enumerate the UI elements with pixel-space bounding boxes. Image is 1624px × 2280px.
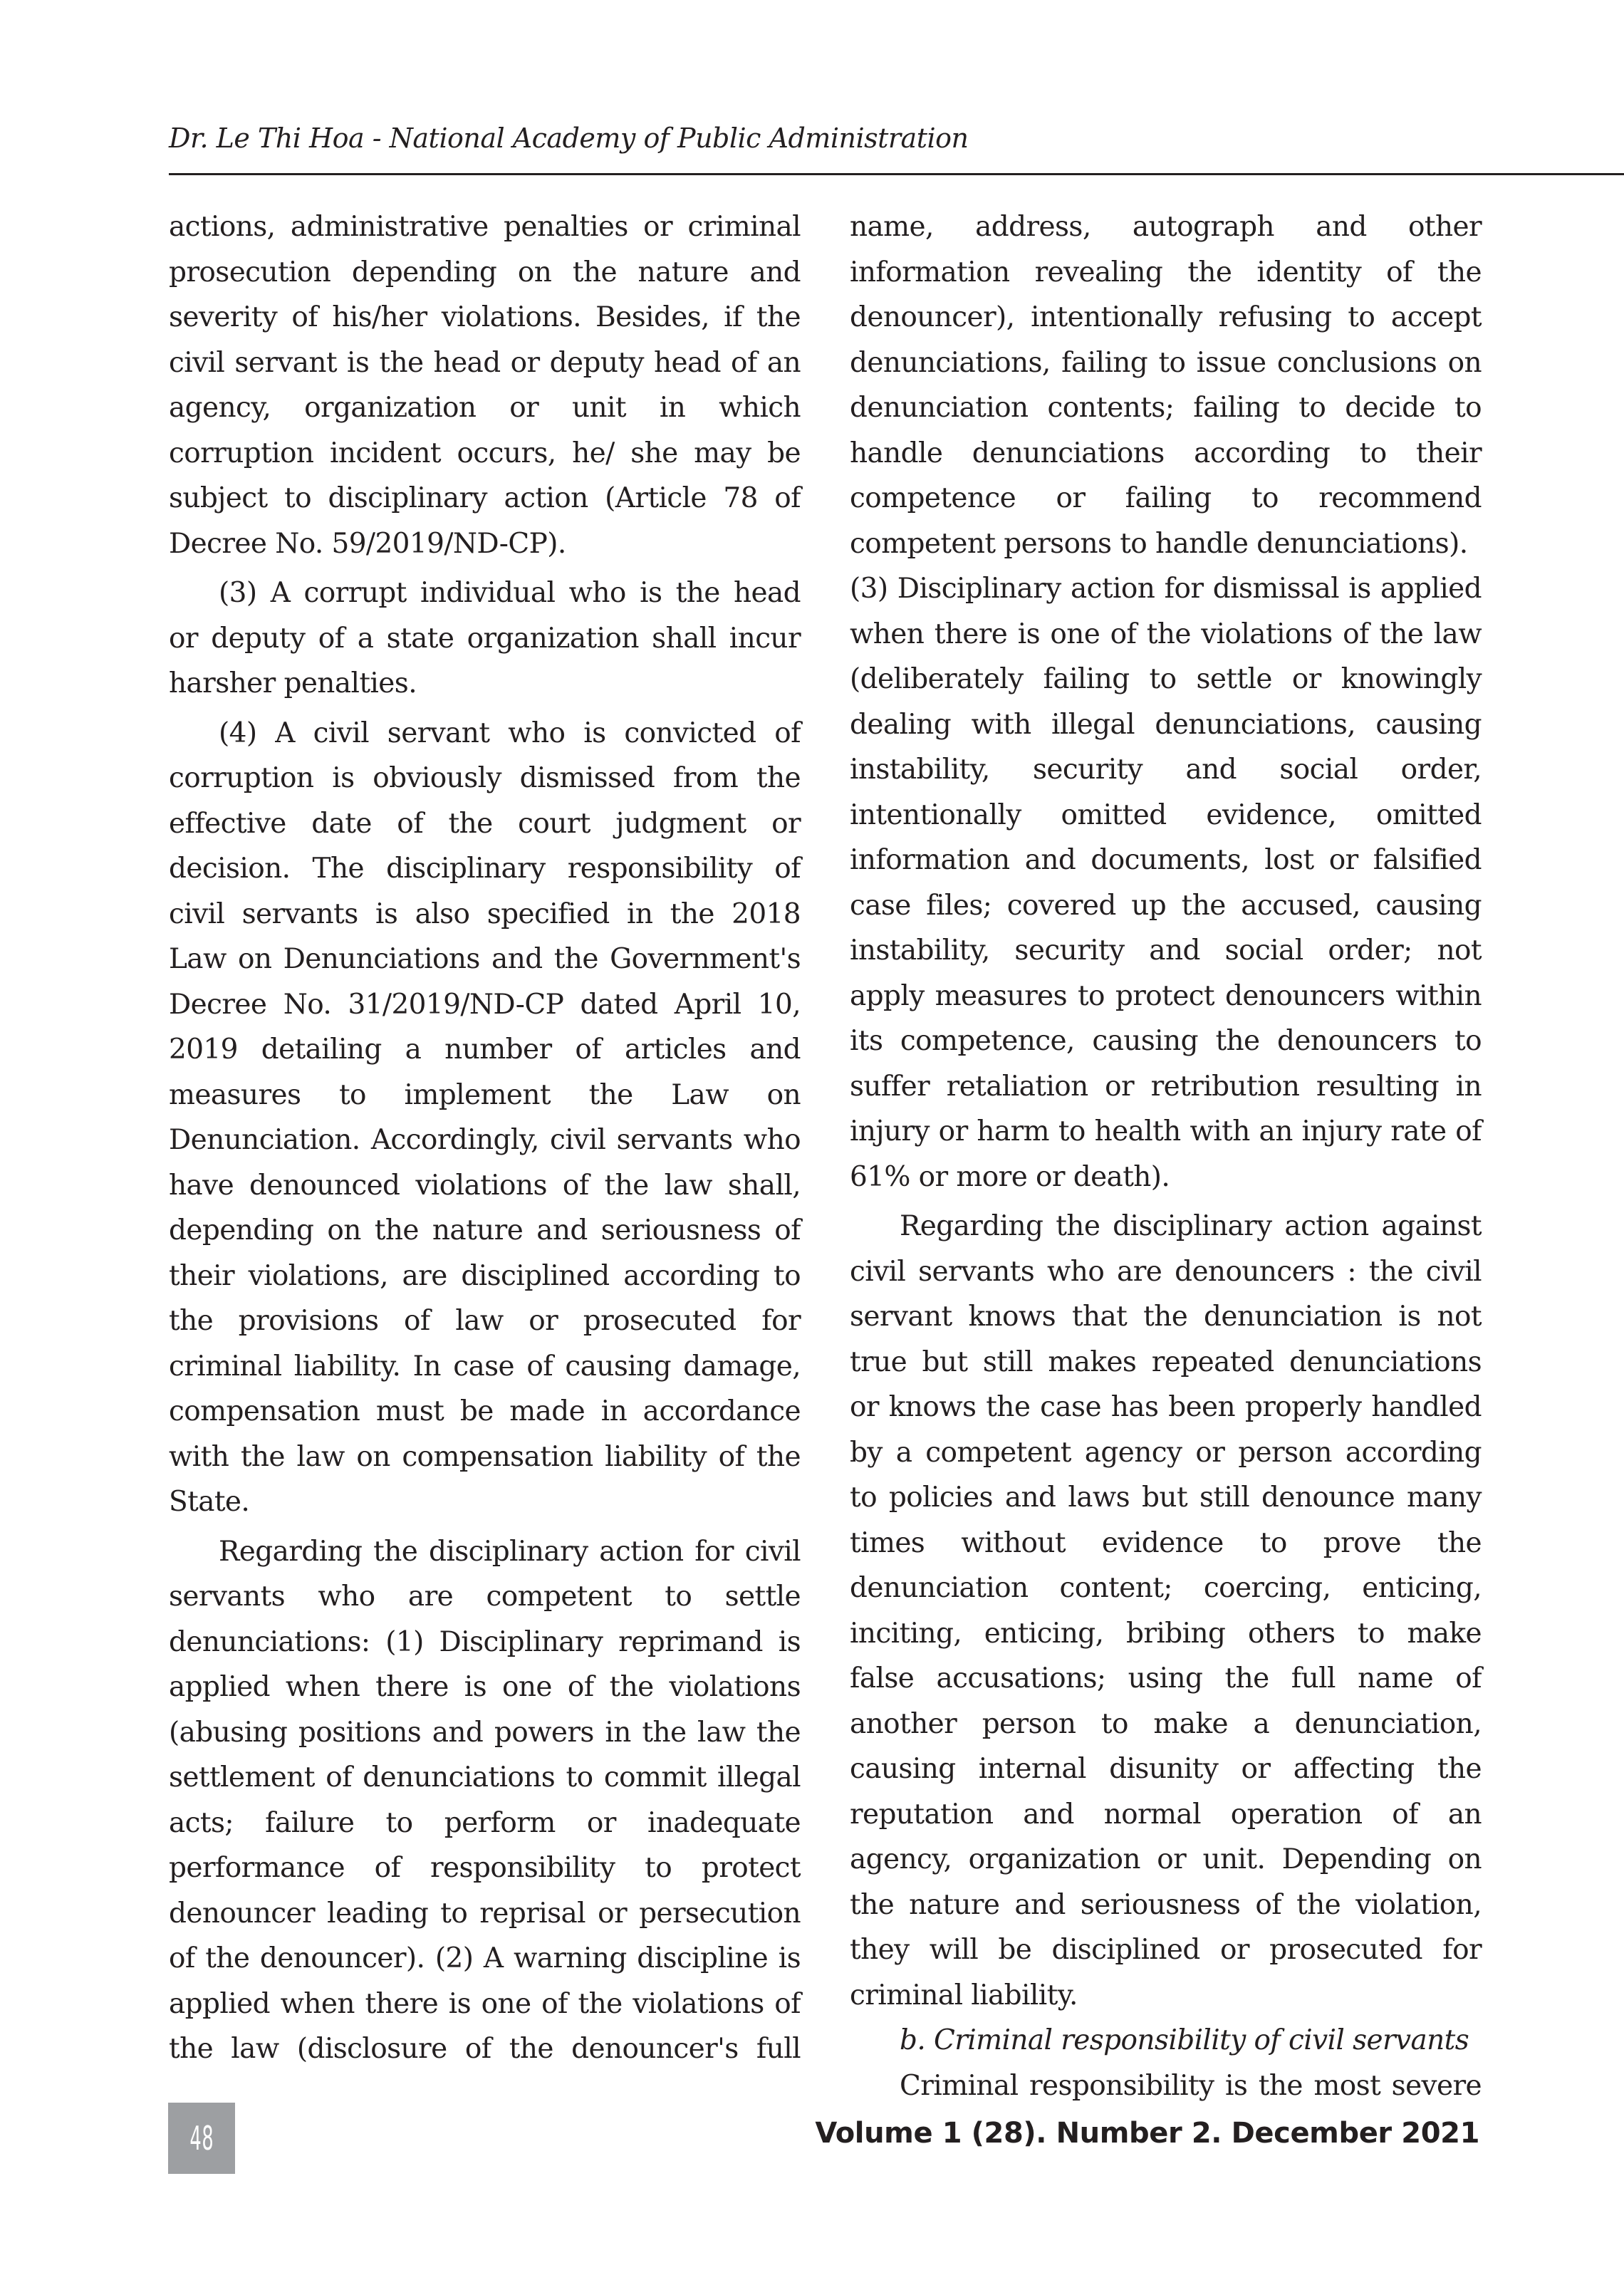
running-head: Dr. Le Thi Hoa - National Academy of Public Administration bbox=[169, 123, 969, 154]
section-heading: b. Criminal responsibility of civil servants bbox=[900, 2024, 1469, 2056]
paragraph: Criminal responsibility is the most severe bbox=[900, 2069, 1482, 2102]
paragraph: (3) Disciplinary action for dismissal is applied when there is one of the violations of the law (deliberately failing to settle or knowingly dealing with illegal denunciations, causing instability, security and social order, intentionally omitted evidence, omitted information and documents, lost or falsified case files; covered up the accused, causing instability, security and social order; not apply measures to protect denouncers within its competence, causing the denouncers to suffer retaliation or retribution resulting in injury or harm to health with an injury rate of 61% or more or death). bbox=[850, 573, 1482, 1193]
page-number-badge bbox=[168, 2103, 235, 2174]
paragraph: name, address, autograph and other information revealing the identity of the denouncer), intentionally refusing to accept denunciations, failing to issue conclusions on denunciation contents; failing to decide to handle denunciations according to their competence or failing to recommend competent persons to handle denunciations). bbox=[850, 211, 1482, 560]
left-column bbox=[169, 204, 801, 2072]
paragraph: (3) A corrupt individual who is the head or deputy of a state organization shall incur harsher penalties. bbox=[169, 577, 801, 699]
paragraph: (4) A civil servant who is convicted of corruption is obviously dismissed from the effective date of the court judgment or decision. The disciplinary responsibility of civil servants is also specified in the 2018 Law on Denunciations and the Government's Decree No. 31/2019/ND-CP dated April 10, 2019 detailing a number of articles and measures to implement the Law on Denunciation. Accordingly, civil servants who have denounced violations of the law shall, depending on the nature and seriousness of their violations, are disciplined according to the provisions of law or prosecuted for criminal liability. In case of causing damage, compensation must be made in accordance with the law on compensation liability of the State. bbox=[169, 717, 801, 1518]
right-column bbox=[850, 204, 1482, 2108]
page-number: 48 bbox=[189, 2119, 214, 2157]
paragraph: Regarding the disciplinary action for civil servants who are competent to settle denunciations: (1) Disciplinary reprimand is applied when there is one of the violations (abusing positions and powers in the law the settlement of denunciations to commit illegal acts; failure to perform or inadequate performance of responsibility to protect denouncer leading to reprisal or persecution of the denouncer). (2) A warning discipline is applied when there is one of the violations of the law (disclosure of the denouncer's full bbox=[169, 1535, 801, 2065]
issue-footer: Volume 1 (28). Number 2. December 2021 bbox=[815, 2117, 1479, 2150]
paragraph: Regarding the disciplinary action against civil servants who are denouncers : the civil servant knows that the denunciation is not true but still makes repeated denunciations or knows the case has been properly handled by a competent agency or person according to policies and laws but still denounce many times without evidence to prove the denunciation content; coercing, enticing, inciting, enticing, bribing others to make false accusations; using the full name of another person to make a denunciation, causing internal disunity or affecting the reputation and normal operation of an agency, organization or unit. Depending on the nature and seriousness of the violation, they will be disciplined or prosecuted for criminal liability. bbox=[850, 1210, 1482, 2011]
paragraph: actions, administrative penalties or criminal prosecution depending on the nature and severity of his/her violations. Besides, if the civil servant is the head or deputy head of an agency, organization or unit in which corruption incident occurs, he/ she may be subject to disciplinary action (Article 78 of Decree No. 59/2019/ND-CP). bbox=[169, 211, 801, 560]
header-rule bbox=[169, 173, 1624, 175]
